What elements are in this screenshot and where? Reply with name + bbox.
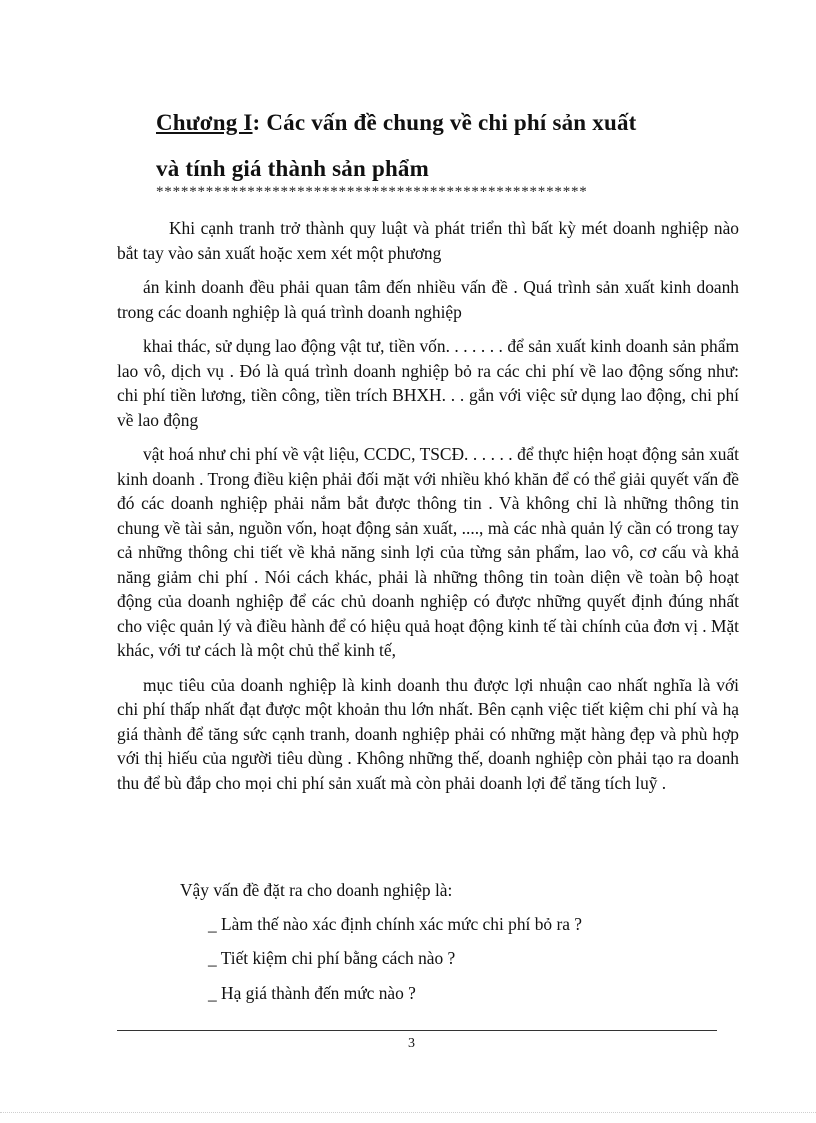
paragraph: Khi cạnh tranh trở thành quy luật và phát triển thì bất kỳ mét doanh nghiệp nào bắt tay vào sản xuất hoặc xem xét một phương [117,218,739,263]
footer-rule [117,1030,717,1031]
question-item: _ Làm thế nào xác định chính xác mức chi phí bỏ ra ? [208,914,583,934]
chapter-title-line-1 [156,100,756,146]
question-item: _ Hạ giá thành đến mức nào ? [208,983,416,1003]
chapter-title-line-2: và tính giá thành sản phẩm [156,156,429,181]
page-number: 3 [408,1036,415,1051]
paragraph: khai thác, sử dụng lao động vật tư, tiền vốn. . . . . . . để sản xuất kinh doanh sản phẩm lao vô, dịch vụ . Đó là quá trình doanh nghiệp bỏ ra các chi phí về lao động sống như: chi phí tiền lương, tiền công, tiền trích BHXH. . . gắn với việc sử dụng lao động, chi phí về lao động [117,336,739,430]
body-text [117,216,739,805]
chapter-label: Chương I [156,110,253,135]
page-bottom-border [0,1112,816,1113]
questions-intro: Vậy vấn đề đặt ra cho doanh nghiệp là: [180,880,453,900]
paragraph: mục tiêu của doanh nghiệp là kinh doanh thu được lợi nhuận cao nhất nghĩa là với chi phí thấp nhất đạt được một khoản thu lớn nhất. Bên cạnh việc tiết kiệm chi phí và hạ giá thành để tăng sức cạnh tranh, doanh nghiệp phải có những mặt hàng đẹp và phù hợp với thị hiếu của người tiêu dùng . Không những thế, doanh nghiệp còn phải tạo ra doanh thu để bù đắp cho mọi chi phí sản xuất mà còn phải doanh lợi để tăng tích luỹ . [117,674,739,793]
question-item: _ Tiết kiệm chi phí bằng cách nào ? [208,948,456,968]
paragraph: vật hoá như chi phí về vật liệu, CCDC, TSCĐ. . . . . . để thực hiện hoạt động sản xuất kinh doanh . Trong điều kiện phải đối mặt với nhiều khó khăn để có thể giải quyết vấn đề đó các doanh nghiệp phải nắm bắt được thông tin . Và không chỉ là những thông tin chung về tài sản, nguồn vốn, hoạt động sản xuất, ...., mà các nhà quản lý cần có trong tay cả những thông chi tiết về khả năng sinh lợi của từng sản phẩm, lao vô, cơ cấu và khả năng giảm chi phí . Nói cách khác, phải là những thông tin toàn diện về toàn bộ hoạt động của doanh nghiệp để các chủ doanh nghiệp có được những quyết định đúng nhất cho việc quản lý và điều hành để có hiệu quả hoạt động kinh tế tài chính của đơn vị . Mặt khác, với tư cách là một chủ thể kinh tế, [117,444,739,660]
paragraph: án kinh doanh đều phải quan tâm đến nhiều vấn đề . Quá trình sản xuất kinh doanh trong các doanh nghiệp là quá trình doanh nghiệp [117,277,739,322]
chapter-title [156,100,756,192]
asterisk-separator: **************************************************** [156,184,588,200]
chapter-title-text: : Các vấn đề chung về chi phí sản xuất [252,110,637,135]
